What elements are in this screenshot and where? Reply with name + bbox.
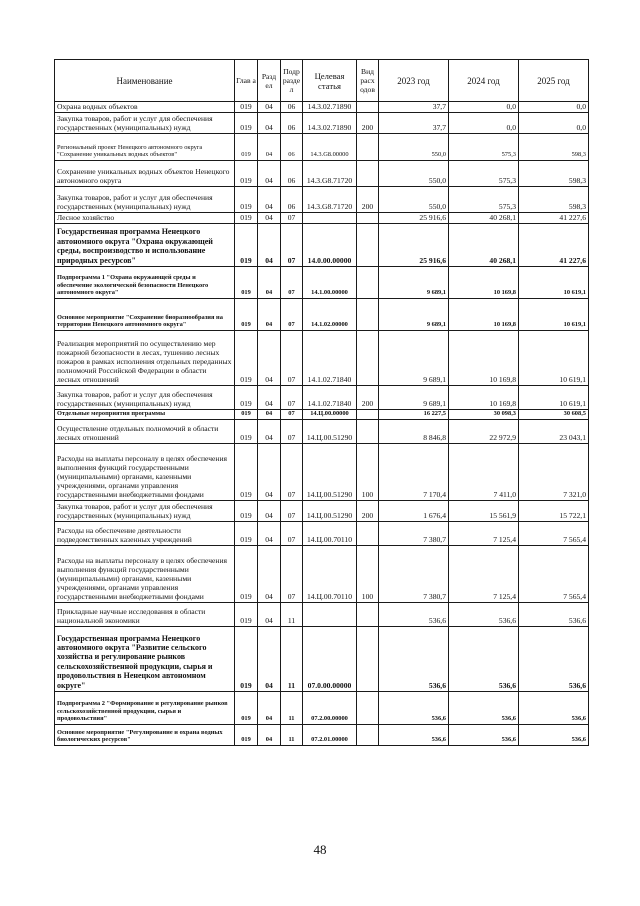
cell-razdel: 04 — [258, 102, 281, 113]
cell-name: Осуществление отдельных полномочий в области лесных отношений — [55, 420, 235, 444]
table-row — [55, 267, 589, 299]
cell-2024: 536,6 — [449, 692, 519, 725]
table-row — [55, 501, 589, 522]
cell-2024: 10 169,8 — [449, 267, 519, 299]
cell-podrazdel: 11 — [281, 692, 303, 725]
cell-vid-rashodov — [357, 213, 379, 224]
table-row — [55, 187, 589, 213]
cell-razdel: 04 — [258, 692, 281, 725]
cell-celevaya-statya: 07.2.01.00000 — [303, 725, 357, 746]
table-row — [55, 692, 589, 725]
cell-razdel: 04 — [258, 113, 281, 134]
table-row — [55, 386, 589, 410]
cell-glava: 019 — [235, 444, 258, 501]
cell-celevaya-statya: 07.0.00.00000 — [303, 627, 357, 692]
cell-2023: 25 916,6 — [379, 213, 449, 224]
cell-vid-rashodov: 100 — [357, 546, 379, 603]
cell-podrazdel: 07 — [281, 410, 303, 420]
cell-glava: 019 — [235, 224, 258, 267]
cell-2024: 10 169,8 — [449, 299, 519, 331]
cell-vid-rashodov: 200 — [357, 501, 379, 522]
cell-vid-rashodov — [357, 410, 379, 420]
cell-2023: 536,6 — [379, 627, 449, 692]
table-header — [55, 60, 589, 102]
cell-podrazdel: 11 — [281, 725, 303, 746]
header-vid-rashodov: Вид расх одов — [357, 60, 379, 102]
cell-glava: 019 — [235, 692, 258, 725]
cell-2023: 550,0 — [379, 187, 449, 213]
cell-celevaya-statya: 14.3.G8.00000 — [303, 134, 357, 161]
cell-2025: 536,6 — [519, 725, 589, 746]
cell-razdel: 04 — [258, 501, 281, 522]
cell-2024: 30 098,3 — [449, 410, 519, 420]
cell-vid-rashodov — [357, 603, 379, 627]
cell-celevaya-statya — [303, 213, 357, 224]
cell-podrazdel: 06 — [281, 102, 303, 113]
table-row — [55, 224, 589, 267]
cell-podrazdel: 07 — [281, 386, 303, 410]
cell-2025: 0,0 — [519, 113, 589, 134]
cell-celevaya-statya: 14.3.02.71890 — [303, 102, 357, 113]
table-row — [55, 161, 589, 187]
budget-table — [54, 59, 589, 746]
cell-vid-rashodov: 200 — [357, 386, 379, 410]
cell-name: Расходы на выплаты персоналу в целях обеспечения выполнения функций государственными (муниципальными) органами, казенными учреждениями, органами управления государственными внебюджетными фондами — [55, 444, 235, 501]
cell-name: Расходы на выплаты персоналу в целях обеспечения выполнения функций государственными (муниципальными) органами, казенными учреждениями, органами управления государственными внебюджетными фондами — [55, 546, 235, 603]
cell-2024: 575,3 — [449, 161, 519, 187]
cell-2024: 575,3 — [449, 134, 519, 161]
cell-2023: 7 170,4 — [379, 444, 449, 501]
cell-2023: 37,7 — [379, 113, 449, 134]
cell-name: Закупка товаров, работ и услуг для обеспечения государственных (муниципальных) нужд — [55, 386, 235, 410]
table-row — [55, 420, 589, 444]
cell-name: Лесное хозяйство — [55, 213, 235, 224]
cell-razdel: 04 — [258, 444, 281, 501]
cell-glava: 019 — [235, 213, 258, 224]
cell-name: Реализация мероприятий по осуществлению мер пожарной безопасности в лесах, тушению лесных пожаров в рамках исполнения отдельных переданных полномочий Российской Федерации в области лесных отношений — [55, 331, 235, 386]
cell-glava: 019 — [235, 725, 258, 746]
cell-2025: 536,6 — [519, 692, 589, 725]
header-name: Наименование — [55, 60, 235, 102]
cell-name: Подпрограмма 2 "Формирование и регулирование рынков сельскохозяйственной продукции, сырья и продовольствия" — [55, 692, 235, 725]
cell-podrazdel: 07 — [281, 420, 303, 444]
cell-2025: 10 619,1 — [519, 267, 589, 299]
cell-glava: 019 — [235, 331, 258, 386]
cell-razdel: 04 — [258, 213, 281, 224]
cell-vid-rashodov — [357, 627, 379, 692]
cell-name: Региональный проект Ненецкого автономного округа "Сохранение уникальных водных объектов" — [55, 134, 235, 161]
cell-razdel: 04 — [258, 522, 281, 546]
cell-celevaya-statya: 14.Ц.00.00000 — [303, 410, 357, 420]
cell-vid-rashodov — [357, 134, 379, 161]
cell-razdel: 04 — [258, 546, 281, 603]
cell-2025: 10 619,1 — [519, 386, 589, 410]
cell-2023: 7 380,7 — [379, 546, 449, 603]
table-row — [55, 725, 589, 746]
cell-name: Охрана водных объектов — [55, 102, 235, 113]
cell-celevaya-statya: 14.1.02.71840 — [303, 331, 357, 386]
cell-2024: 536,6 — [449, 627, 519, 692]
cell-name: Расходы на обеспечение деятельности подведомственных казенных учреждений — [55, 522, 235, 546]
page-number: 48 — [313, 842, 327, 857]
header-year-2024: 2024 год — [449, 60, 519, 102]
cell-2024: 7 125,4 — [449, 546, 519, 603]
cell-2024: 536,6 — [449, 603, 519, 627]
cell-glava: 019 — [235, 299, 258, 331]
cell-glava: 019 — [235, 267, 258, 299]
cell-name: Отдельные мероприятия программы — [55, 410, 235, 420]
cell-glava: 019 — [235, 420, 258, 444]
cell-vid-rashodov — [357, 692, 379, 725]
table-row — [55, 102, 589, 113]
cell-2024: 40 268,1 — [449, 224, 519, 267]
cell-2023: 9 689,1 — [379, 331, 449, 386]
cell-2023: 7 380,7 — [379, 522, 449, 546]
table-row — [55, 299, 589, 331]
cell-2025: 7 565,4 — [519, 546, 589, 603]
cell-vid-rashodov — [357, 420, 379, 444]
cell-2025: 15 722,1 — [519, 501, 589, 522]
cell-podrazdel: 07 — [281, 501, 303, 522]
cell-vid-rashodov — [357, 161, 379, 187]
cell-2023: 1 676,4 — [379, 501, 449, 522]
cell-name: Основное мероприятие "Сохранение биоразнообразия на территории Ненецкого автономного округа" — [55, 299, 235, 331]
cell-2025: 536,6 — [519, 603, 589, 627]
cell-vid-rashodov — [357, 267, 379, 299]
table-row — [55, 444, 589, 501]
cell-glava: 019 — [235, 102, 258, 113]
cell-vid-rashodov — [357, 102, 379, 113]
cell-podrazdel: 06 — [281, 187, 303, 213]
cell-razdel: 04 — [258, 627, 281, 692]
cell-razdel: 04 — [258, 224, 281, 267]
cell-name: Закупка товаров, работ и услуг для обеспечения государственных (муниципальных) нужд — [55, 187, 235, 213]
cell-2024: 7 125,4 — [449, 522, 519, 546]
cell-podrazdel: 06 — [281, 113, 303, 134]
header-razdel: Разд ел — [258, 60, 281, 102]
cell-glava: 019 — [235, 501, 258, 522]
cell-2023: 536,6 — [379, 603, 449, 627]
cell-2024: 7 411,0 — [449, 444, 519, 501]
table-row — [55, 113, 589, 134]
cell-2024: 40 268,1 — [449, 213, 519, 224]
cell-2025: 598,3 — [519, 134, 589, 161]
cell-vid-rashodov: 200 — [357, 187, 379, 213]
cell-celevaya-statya: 14.Ц.00.51290 — [303, 444, 357, 501]
cell-2023: 536,6 — [379, 692, 449, 725]
cell-2024: 10 169,8 — [449, 331, 519, 386]
cell-2025: 23 043,1 — [519, 420, 589, 444]
cell-vid-rashodov — [357, 331, 379, 386]
cell-razdel: 04 — [258, 134, 281, 161]
cell-glava: 019 — [235, 187, 258, 213]
cell-celevaya-statya: 14.1.02.71840 — [303, 386, 357, 410]
cell-name: Прикладные научные исследования в области национальной экономики — [55, 603, 235, 627]
cell-podrazdel: 07 — [281, 546, 303, 603]
cell-2023: 536,6 — [379, 725, 449, 746]
cell-2025: 598,3 — [519, 161, 589, 187]
cell-celevaya-statya: 07.2.00.00000 — [303, 692, 357, 725]
cell-razdel: 04 — [258, 725, 281, 746]
cell-razdel: 04 — [258, 299, 281, 331]
cell-celevaya-statya: 14.Ц.00.51290 — [303, 420, 357, 444]
cell-2025: 7 321,0 — [519, 444, 589, 501]
cell-2025: 10 619,1 — [519, 331, 589, 386]
cell-podrazdel: 07 — [281, 299, 303, 331]
cell-podrazdel: 06 — [281, 134, 303, 161]
cell-2025: 598,3 — [519, 187, 589, 213]
header-podrazdel: Подр разде л — [281, 60, 303, 102]
cell-2023: 25 916,6 — [379, 224, 449, 267]
cell-celevaya-statya: 14.0.00.00000 — [303, 224, 357, 267]
cell-razdel: 04 — [258, 187, 281, 213]
table-row — [55, 603, 589, 627]
cell-celevaya-statya — [303, 603, 357, 627]
cell-2025: 0,0 — [519, 102, 589, 113]
cell-glava: 019 — [235, 386, 258, 410]
cell-glava: 019 — [235, 113, 258, 134]
cell-2023: 9 689,1 — [379, 267, 449, 299]
budget-table-sheet — [54, 59, 588, 746]
cell-2023: 9 689,1 — [379, 299, 449, 331]
cell-celevaya-statya: 14.Ц.00.70110 — [303, 522, 357, 546]
cell-glava: 019 — [235, 161, 258, 187]
cell-2024: 575,3 — [449, 187, 519, 213]
cell-2023: 550,0 — [379, 134, 449, 161]
cell-razdel: 04 — [258, 386, 281, 410]
cell-razdel: 04 — [258, 410, 281, 420]
cell-2024: 15 561,9 — [449, 501, 519, 522]
cell-podrazdel: 11 — [281, 627, 303, 692]
cell-celevaya-statya: 14.3.02.71890 — [303, 113, 357, 134]
cell-podrazdel: 07 — [281, 267, 303, 299]
cell-name: Основное мероприятие "Регулирование и охрана водных биологических ресурсов" — [55, 725, 235, 746]
cell-2025: 41 227,6 — [519, 224, 589, 267]
header-celevaya-statya: Целевая статья — [303, 60, 357, 102]
cell-razdel: 04 — [258, 331, 281, 386]
cell-glava: 019 — [235, 522, 258, 546]
cell-2025: 41 227,6 — [519, 213, 589, 224]
cell-podrazdel: 07 — [281, 224, 303, 267]
cell-vid-rashodov — [357, 299, 379, 331]
cell-2025: 30 608,5 — [519, 410, 589, 420]
cell-2023: 8 846,8 — [379, 420, 449, 444]
cell-2023: 550,0 — [379, 161, 449, 187]
table-body — [55, 102, 589, 746]
table-row — [55, 627, 589, 692]
cell-celevaya-statya: 14.Ц.00.51290 — [303, 501, 357, 522]
cell-name: Государственная программа Ненецкого автономного округа "Охрана окружающей среды, воспроизводство и использование природных ресурсов" — [55, 224, 235, 267]
cell-2024: 0,0 — [449, 113, 519, 134]
cell-celevaya-statya: 14.1.00.00000 — [303, 267, 357, 299]
cell-podrazdel: 07 — [281, 213, 303, 224]
cell-2023: 9 689,1 — [379, 386, 449, 410]
cell-vid-rashodov — [357, 725, 379, 746]
cell-name: Закупка товаров, работ и услуг для обеспечения государственных (муниципальных) нужд — [55, 501, 235, 522]
cell-razdel: 04 — [258, 267, 281, 299]
cell-podrazdel: 07 — [281, 444, 303, 501]
cell-2024: 0,0 — [449, 102, 519, 113]
table-row — [55, 522, 589, 546]
cell-vid-rashodov — [357, 522, 379, 546]
cell-vid-rashodov: 200 — [357, 113, 379, 134]
cell-podrazdel: 07 — [281, 522, 303, 546]
cell-vid-rashodov — [357, 224, 379, 267]
cell-2024: 10 169,8 — [449, 386, 519, 410]
cell-glava: 019 — [235, 546, 258, 603]
cell-name: Государственная программа Ненецкого автономного округа "Развитие сельского хозяйства и регулирование рынков сельскохозяйственной продукции, сырья и продовольствия в Ненецком автономном округе" — [55, 627, 235, 692]
cell-podrazdel: 07 — [281, 331, 303, 386]
header-year-2023: 2023 год — [379, 60, 449, 102]
cell-2025: 536,6 — [519, 627, 589, 692]
cell-2025: 7 565,4 — [519, 522, 589, 546]
cell-2025: 10 619,1 — [519, 299, 589, 331]
cell-razdel: 04 — [258, 603, 281, 627]
cell-name: Сохранение уникальных водных объектов Ненецкого автономного округа — [55, 161, 235, 187]
cell-celevaya-statya: 14.Ц.00.70110 — [303, 546, 357, 603]
cell-glava: 019 — [235, 627, 258, 692]
table-row — [55, 410, 589, 420]
cell-podrazdel: 06 — [281, 161, 303, 187]
header-year-2025: 2025 год — [519, 60, 589, 102]
cell-glava: 019 — [235, 134, 258, 161]
cell-celevaya-statya: 14.1.02.00000 — [303, 299, 357, 331]
cell-2024: 22 972,9 — [449, 420, 519, 444]
cell-podrazdel: 11 — [281, 603, 303, 627]
cell-vid-rashodov: 100 — [357, 444, 379, 501]
cell-celevaya-statya: 14.3.G8.71720 — [303, 161, 357, 187]
cell-2023: 16 227,5 — [379, 410, 449, 420]
cell-name: Закупка товаров, работ и услуг для обеспечения государственных (муниципальных) нужд — [55, 113, 235, 134]
cell-2024: 536,6 — [449, 725, 519, 746]
table-row — [55, 213, 589, 224]
cell-glava: 019 — [235, 603, 258, 627]
cell-razdel: 04 — [258, 420, 281, 444]
table-row — [55, 134, 589, 161]
cell-razdel: 04 — [258, 161, 281, 187]
cell-glava: 019 — [235, 410, 258, 420]
cell-celevaya-statya: 14.3.G8.71720 — [303, 187, 357, 213]
table-row — [55, 331, 589, 386]
cell-2023: 37,7 — [379, 102, 449, 113]
table-row — [55, 546, 589, 603]
header-glava: Глав а — [235, 60, 258, 102]
cell-name: Подпрограмма 1 "Охрана окружающей среды и обеспечение экологической безопасности Ненецкого автономного округа" — [55, 267, 235, 299]
